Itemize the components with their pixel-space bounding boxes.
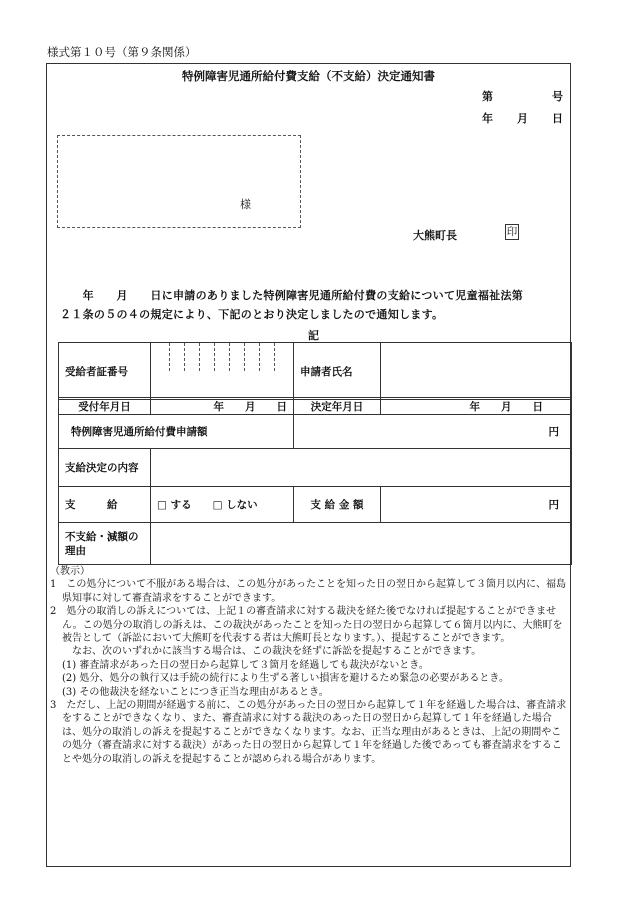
payment-no-checkbox[interactable]: □ しない (212, 499, 258, 511)
application-amount-label: 特例障害児通所給付費申請額 (59, 415, 294, 449)
payment-amount-label: 支 給 金 額 (294, 487, 381, 523)
date-hi: 日 (552, 112, 563, 125)
payment-yes-checkbox[interactable]: □ する (157, 499, 192, 511)
decision-date-value: 年 月 日 (381, 398, 572, 415)
instruction-item-2: 2 処分の取消しの訴えについては、上記１の審査請求に対する裁決を経た後でなければ提起することができません。この処分の取消しの訴えは、この裁決があったことを知った日の翌日から起算して６箇月以内に、大熊町を被告として（訴訟において大熊町を代表する者は大熊町長となります。）、提起することができます。 (50, 606, 563, 645)
instructions-section (50, 565, 570, 766)
intro-line-1: 年 月 日に申請のありました特例障害児通所給付費の支給について児童福祉法第 (60, 289, 524, 302)
reason-label: 不支給・減額の理由 (59, 523, 151, 565)
instruction-sub-1: (1) 審査請求があった日の翌日から起算して３箇月を経過しても裁決がないとき。 (62, 659, 429, 671)
decision-date-label: 決定年月日 (294, 398, 381, 415)
instruction-item-1: 1 この処分について不服がある場合は、この処分があったことを知った日の翌日から起算して３箇月以内に、福島県知事に対して審査請求をすることができます。 (50, 579, 567, 604)
receipt-date-value: 年 月 日 (151, 398, 294, 415)
form-number: 様式第１０号（第９条関係） (47, 45, 197, 59)
recipient-sama: 様 (240, 198, 251, 211)
cert-number-boxes (151, 343, 294, 400)
seal-stamp: 印 (506, 226, 518, 238)
issuer-name: 大熊町長 (413, 229, 457, 242)
reason-value (151, 523, 572, 565)
receipt-date-label: 受付年月日 (59, 398, 151, 415)
decision-content-value (151, 449, 572, 487)
intro-line-2: ２１条の５の４の規定により、下記のとおり決定しましたので通知します。 (60, 308, 444, 321)
payment-label: 支 給 (59, 487, 151, 523)
instruction-sub-2: (2) 処分、処分の執行又は手続の続行により生ずる著しい損害を避けるため緊急の必要があるとき。 (62, 673, 509, 685)
instructions-heading: （教示） (50, 566, 90, 577)
decision-table (58, 397, 572, 565)
doc-no-dai: 第 (482, 90, 493, 103)
applicant-name-value (381, 343, 572, 400)
payment-amount-yen: 円 (381, 487, 572, 523)
instruction-item-3: 3 ただし、上記の期間が経過する前に、この処分があった日の翌日から起算して１年を経過した場合は、審査請求をすることができなくなり、また、審査請求に対する裁決のあった日の翌日から起算して１年を経過した場合は、処分の取消しの訴えを提起することができなくなります。なお、正当な理由があるときは、上記の期間やこの処分（審査請求に対する裁決）があった日の翌日から起算して１年を経過した後であっても審査請求をすることや処分の取消しの訴えを提起することが認められる場合があります。 (50, 700, 567, 765)
application-amount-yen: 円 (294, 415, 572, 449)
payment-options (151, 487, 294, 523)
instruction-sub-3: (3) その他裁決を経ないことにつき正当な理由があるとき。 (62, 686, 329, 698)
applicant-name-label: 申請者氏名 (294, 343, 381, 400)
cert-number-label: 受給者証番号 (59, 343, 151, 400)
document-title: 特例障害児通所給付費支給（不支給）決定通知書 (182, 69, 435, 83)
ki-heading: 記 (308, 329, 319, 342)
doc-no-go: 号 (552, 90, 563, 103)
recipient-address-box (57, 135, 301, 228)
decision-content-label: 支給決定の内容 (59, 449, 151, 487)
applicant-table (58, 342, 572, 400)
instruction-item-2-note: なお、次のいずれかに該当する場合は、この裁決を経ずに訴訟を提起することができます。 (62, 646, 482, 658)
date-tsuki: 月 (517, 112, 528, 125)
date-nen: 年 (482, 112, 493, 125)
